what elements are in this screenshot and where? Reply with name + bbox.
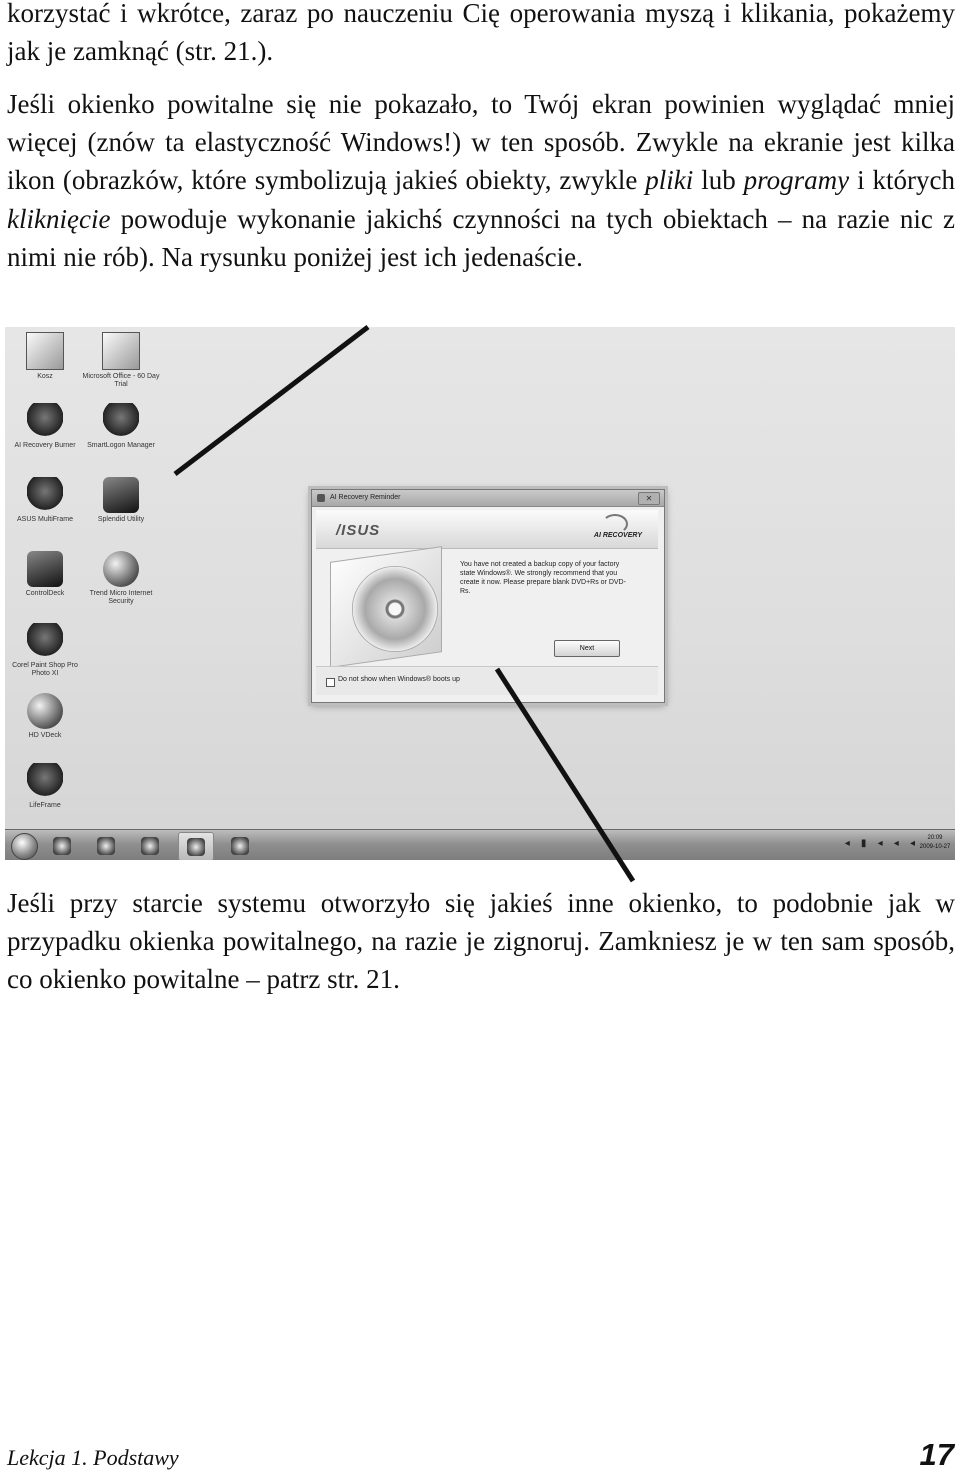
app-icon	[231, 837, 249, 855]
dialog-footer	[316, 666, 658, 695]
dialog-message: You have not created a backup copy of your factory state Windows®. We strongly recommend that you create it now. Please prepare blank DVD+Rs or DVD-Rs.	[460, 561, 626, 595]
paragraph-text: i których	[849, 165, 955, 196]
taskbar-button-app[interactable]	[223, 832, 257, 859]
checkbox-label: Do not show when Windows® boots up	[338, 676, 460, 683]
multiframe-icon	[27, 477, 63, 513]
desktop-icon-controldeck[interactable]	[5, 551, 85, 598]
emphasis-klikniecie: kliknięcie	[7, 203, 111, 234]
disc-burner-icon	[27, 403, 63, 439]
paint-shop-icon	[27, 623, 63, 659]
desktop-icon-label: ASUS MultiFrame	[16, 516, 73, 523]
desktop-icon-splendid[interactable]	[81, 477, 161, 524]
product-name: AI RECOVERY	[593, 532, 642, 539]
desktop-icon-label: SmartLogon Manager	[87, 442, 155, 449]
desktop-icon-smartlogon[interactable]	[81, 403, 161, 450]
close-button[interactable]: ✕	[638, 492, 660, 505]
taskbar-button-explorer[interactable]	[89, 832, 123, 859]
taskbar	[5, 829, 955, 860]
dvd-disc-icon	[352, 566, 438, 652]
desktop-icon-label: Kosz	[37, 373, 53, 380]
ai-recovery-dialog	[311, 489, 665, 703]
paragraph-other-window: Jeśli przy starcie systemu otworzyło się jakieś inne okienko, to podobnie jak w przypadku okienka powitalnego, na razie je zignoruj. Zamkniesz je w ten sam sposób, co okienko powitalne – patrz str. 21.	[7, 888, 955, 995]
desktop-icon-recycle-bin[interactable]	[5, 332, 85, 381]
paragraph-text: powoduje wykonanie jakichś czynności na tych obiektach – na razie nic z nimi nie rób). Na rysunku poniżej jest ich jedenaście.	[7, 203, 955, 272]
paragraph-intro: korzystać i wkrótce, zaraz po nauczeniu Cię operowania myszą i klikania, pokażemy jak je zamknąć (str. 21.).	[7, 0, 955, 67]
desktop-icon-asus-multiframe[interactable]	[5, 477, 85, 524]
lifeframe-icon	[27, 763, 63, 799]
desktop-icon-label: Splendid Utility	[97, 516, 145, 523]
system-tray[interactable]: ◂ ▮ ◂ ◂ ◂	[844, 838, 919, 849]
desktop-icon-label: Corel Paint Shop Pro Photo XI	[12, 662, 78, 677]
desktop-icon-trend-micro[interactable]	[81, 551, 161, 606]
dialog-banner	[316, 510, 658, 549]
emphasis-programy: programy	[743, 165, 850, 196]
do-not-show-checkbox[interactable]	[326, 678, 335, 687]
desktop-icon-label: ControlDeck	[25, 590, 65, 597]
taskbar-button-media[interactable]	[133, 832, 167, 859]
footer-chapter: Lekcja 1. Podstawy	[7, 1445, 179, 1470]
ai-recovery-icon	[187, 838, 205, 856]
desktop-icon-label: LifeFrame	[29, 802, 61, 809]
paragraph-text: Jeśli okienko powitalne się nie pokazało, to Twój ekran powinien wyglądać mniej więcej (znów ta elastyczność Windows!) w ten sposób. Zwykle na ekranie jest kilka ikon (obrazków, które symbolizują jakieś obiekty, zwykle	[7, 89, 955, 196]
desktop-icon-label: HD VDeck	[28, 732, 62, 739]
media-player-icon	[141, 837, 159, 855]
page-number: 17	[919, 1437, 954, 1472]
desktop-icon-lifeframe[interactable]	[5, 763, 85, 810]
smartlogon-icon	[103, 403, 139, 439]
folder-icon	[97, 837, 115, 855]
clock-time: 20:09	[927, 835, 943, 841]
office-icon	[102, 332, 140, 370]
paragraph-text: lub	[693, 165, 744, 196]
start-button[interactable]	[11, 833, 38, 860]
taskbar-button-ai-recovery[interactable]	[178, 832, 214, 860]
desktop-icon-label: Microsoft Office - 60 Day Trial	[82, 373, 160, 388]
recovery-swoosh-icon	[602, 514, 628, 534]
recycle-bin-icon	[26, 332, 64, 370]
desktop-icon-hd-vdeck[interactable]	[5, 693, 85, 740]
desktop-icon-ai-recovery-burner[interactable]	[5, 403, 85, 450]
next-button[interactable]: Next	[554, 640, 620, 657]
desktop-icon-label: Trend Micro Internet Security	[89, 590, 153, 605]
emphasis-pliki: pliki	[645, 165, 694, 196]
dialog-title: AI Recovery Reminder	[330, 494, 401, 501]
app-icon	[317, 494, 325, 502]
hd-vdeck-icon	[27, 693, 63, 729]
trend-micro-icon	[103, 551, 139, 587]
internet-explorer-icon	[53, 837, 71, 855]
splendid-icon	[103, 477, 139, 513]
dialog-titlebar[interactable]	[312, 490, 664, 507]
windows-desktop-screenshot	[5, 327, 955, 860]
desktop-area	[5, 327, 955, 829]
desktop-icon-label: AI Recovery Burner	[14, 442, 76, 449]
desktop-icon-paint-shop[interactable]	[5, 623, 85, 678]
paragraph-desktop-description	[7, 85, 955, 276]
desktop-icon-ms-office[interactable]	[81, 332, 161, 389]
taskbar-clock[interactable]	[919, 834, 951, 852]
controldeck-icon	[27, 551, 63, 587]
taskbar-button-ie[interactable]	[45, 832, 79, 859]
clock-date: 2009-10-27	[919, 844, 951, 850]
asus-logo: /ISUS	[336, 522, 381, 539]
